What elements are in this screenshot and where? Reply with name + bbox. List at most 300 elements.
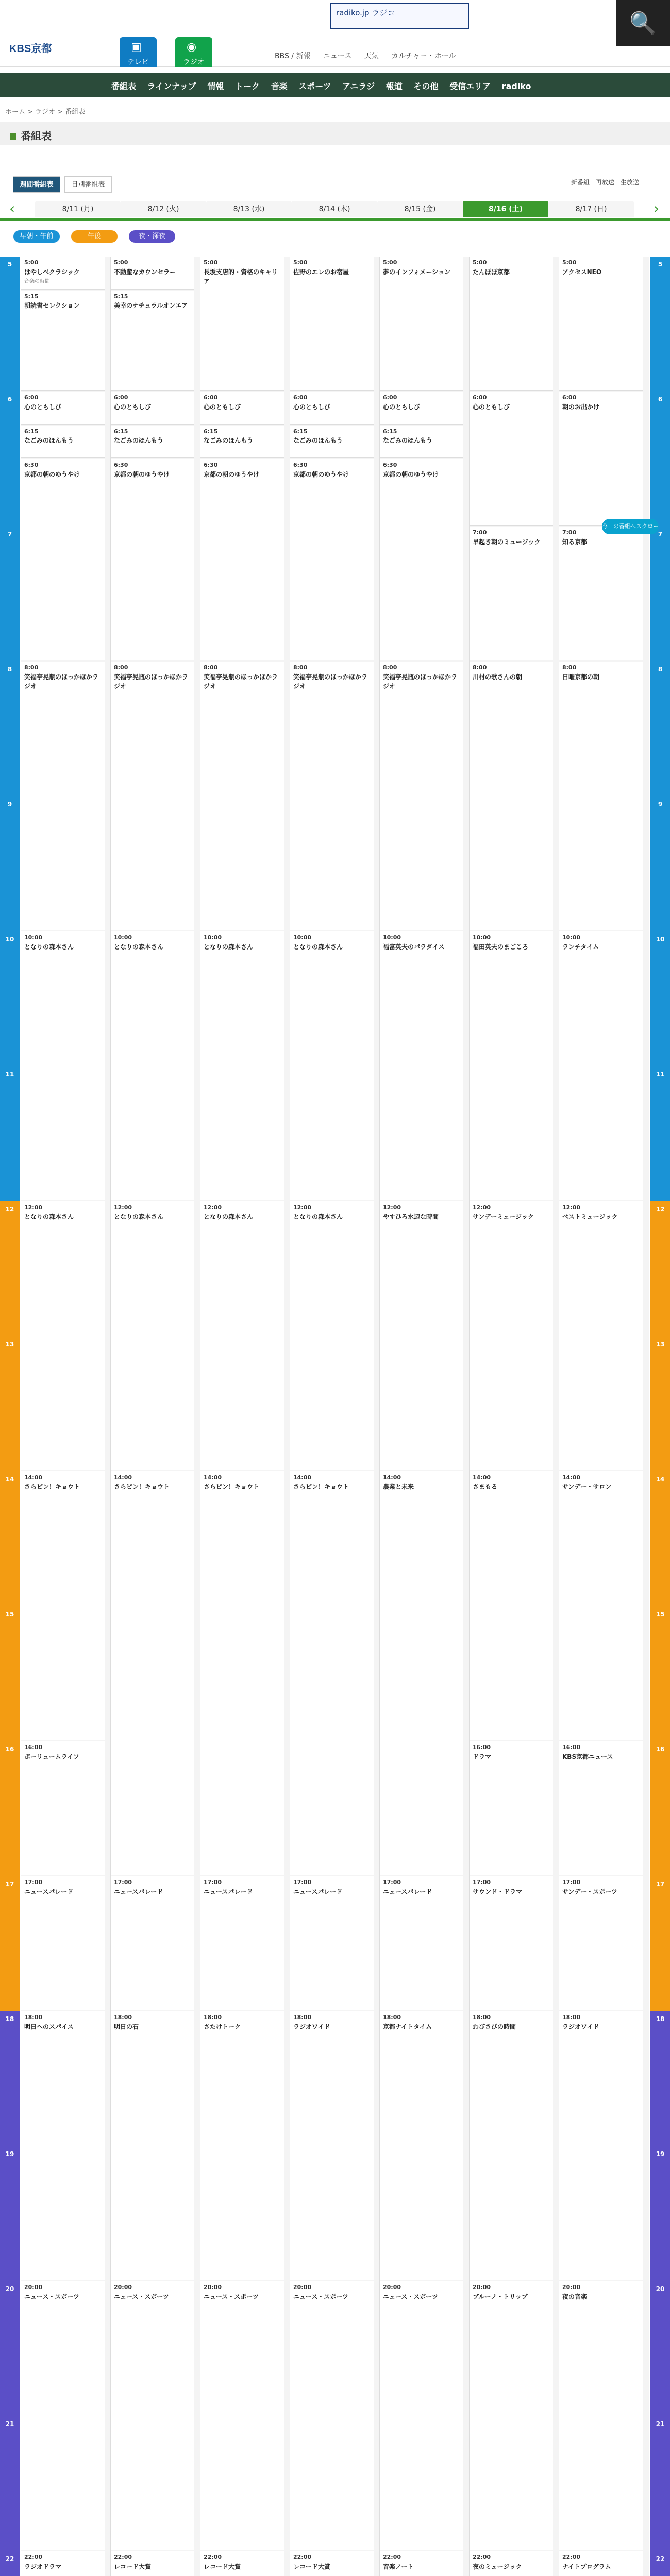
program-title: 笑福亭晃瓶のほっかほかラジオ	[204, 673, 278, 690]
hour-label: 20	[5, 2285, 14, 2293]
program-time: 17:00	[562, 1879, 581, 1886]
main-nav-item[interactable]: 情報	[207, 81, 224, 91]
tv-icon: ▣	[131, 41, 142, 54]
program-cell[interactable]	[200, 257, 284, 391]
program-cell[interactable]	[200, 931, 284, 1200]
program-time: 6:30	[114, 462, 128, 468]
hour-block	[0, 1606, 20, 1741]
hour-label: 16	[5, 1745, 14, 1753]
program-title: さらピン！キョウト	[114, 1483, 170, 1490]
program-cell[interactable]	[559, 2551, 643, 2576]
hour-block	[650, 1606, 670, 1741]
program-cell[interactable]	[290, 257, 374, 391]
program-time: 6:15	[383, 428, 397, 435]
program-title: 心のともしび	[293, 403, 331, 411]
program-time: 6:30	[24, 462, 39, 468]
main-nav-item[interactable]: radiko	[501, 81, 531, 91]
hour-block	[650, 392, 670, 527]
program-cell[interactable]	[111, 257, 194, 290]
hour-label: 6	[658, 396, 663, 403]
program-cell[interactable]	[200, 392, 284, 425]
main-nav-item[interactable]: 音楽	[271, 81, 288, 91]
hour-label: 7	[658, 531, 663, 538]
program-cell[interactable]	[21, 426, 105, 459]
program-time: 18:00	[204, 2014, 222, 2021]
program-time: 12:00	[114, 1204, 132, 1211]
program-cell[interactable]	[559, 1876, 643, 2010]
program-cell[interactable]	[470, 527, 553, 660]
program-time: 10:00	[114, 934, 132, 941]
program-cell[interactable]	[470, 392, 553, 526]
program-title: レコード大賞	[114, 2563, 152, 2570]
program-title: 夢のインフォメーション	[383, 268, 450, 276]
hour-label: 15	[5, 1611, 14, 1618]
program-cell[interactable]	[111, 931, 194, 1200]
program-title: ニュースパレード	[293, 1888, 343, 1895]
main-nav	[0, 73, 670, 97]
day-column	[200, 257, 284, 2576]
program-cell[interactable]	[111, 2011, 194, 2280]
program-cell[interactable]	[200, 1471, 284, 1875]
program-title: ニュースパレード	[114, 1888, 163, 1895]
program-time: 22:00	[24, 2554, 43, 2561]
tab-weekly[interactable]: 週間番組表	[13, 176, 60, 193]
hour-label: 19	[656, 2150, 665, 2158]
hour-block	[650, 931, 670, 1066]
program-time: 12:00	[562, 1204, 581, 1211]
program-cell[interactable]	[559, 2281, 643, 2550]
program-cell[interactable]	[290, 1471, 374, 1875]
program-title: 不動産なカウンセラー	[114, 268, 176, 276]
program-title: 心のともしび	[204, 403, 241, 411]
program-time: 6:15	[293, 428, 308, 435]
program-time: 12:00	[473, 1204, 491, 1211]
program-cell[interactable]	[380, 2011, 463, 2280]
hour-label: 9	[658, 801, 663, 808]
top-nav-item[interactable]: ニュース	[323, 52, 352, 60]
hour-block	[650, 1066, 670, 1201]
day-column	[559, 257, 643, 2576]
hour-label: 13	[656, 1341, 665, 1348]
program-cell[interactable]	[290, 662, 374, 930]
program-time: 5:00	[562, 259, 577, 266]
program-title: サンデー・サロン	[562, 1483, 612, 1490]
program-title: なごみのほんもう	[24, 437, 74, 444]
program-cell[interactable]	[111, 662, 194, 930]
hour-block	[0, 2416, 20, 2551]
program-time: 6:15	[114, 428, 128, 435]
program-title: 美幸のナチュラルオンエア	[114, 302, 188, 309]
program-title: となりの森本さん	[24, 1213, 74, 1221]
program-cell[interactable]	[111, 1876, 194, 2010]
program-cell[interactable]	[21, 1741, 105, 1875]
program-cell[interactable]	[470, 257, 553, 391]
hour-block	[0, 796, 20, 931]
program-title: ドラマ	[473, 1753, 492, 1760]
program-cell[interactable]	[111, 392, 194, 425]
hour-block	[0, 1741, 20, 1876]
program-time: 16:00	[24, 1744, 43, 1751]
program-cell[interactable]	[111, 1201, 194, 1470]
hour-label: 17	[656, 1880, 665, 1888]
program-time: 12:00	[204, 1204, 222, 1211]
program-title: サンデー・スポーツ	[562, 1888, 617, 1895]
program-cell[interactable]	[380, 931, 463, 1200]
program-grid	[21, 257, 649, 2576]
program-time: 6:00	[204, 394, 218, 401]
hour-label: 8	[658, 666, 663, 673]
program-title: レコード大賞	[293, 2563, 331, 2570]
program-time: 20:00	[24, 2284, 43, 2291]
program-cell[interactable]	[200, 2551, 284, 2576]
program-time: 17:00	[24, 1879, 43, 1886]
date-tab[interactable]: 8/14 (木)	[292, 201, 377, 217]
radio-tab[interactable]: ◉ ラジオ	[175, 37, 212, 67]
program-title: ブルーノ・トリップ	[473, 2293, 528, 2300]
program-time: 16:00	[562, 1744, 581, 1751]
top-nav-item[interactable]: BBS / 新報	[275, 52, 311, 60]
main-nav-item[interactable]: スポーツ	[298, 81, 331, 91]
program-cell[interactable]	[470, 2551, 553, 2576]
hour-block	[650, 2416, 670, 2551]
hour-block	[650, 2011, 670, 2146]
program-cell[interactable]	[470, 1471, 553, 1740]
program-cell[interactable]	[111, 459, 194, 660]
program-title: 笑福亭晃瓶のほっかほかラジオ	[114, 673, 189, 690]
program-time: 8:00	[204, 664, 218, 671]
date-tab[interactable]: 8/16 (土)	[463, 201, 548, 217]
site-logo[interactable]: KBS京都	[9, 43, 52, 55]
hour-block	[650, 1876, 670, 2011]
program-cell[interactable]	[380, 662, 463, 930]
program-time: 18:00	[293, 2014, 312, 2021]
hour-block	[650, 2146, 670, 2281]
hour-label: 18	[656, 2015, 665, 2023]
program-cell[interactable]	[380, 2281, 463, 2550]
program-time: 22:00	[473, 2554, 491, 2561]
program-title: 明日の石	[114, 2023, 139, 2030]
program-title: 京都の朝のゆうやけ	[204, 470, 260, 478]
radiko-ad[interactable]: radiko.jp ラジコ	[330, 3, 469, 29]
program-cell[interactable]	[290, 2011, 374, 2280]
program-cell[interactable]	[111, 1471, 194, 1875]
program-title: たんぽぽ京都	[473, 268, 510, 276]
program-title: 朝読書セレクション	[24, 302, 80, 309]
program-time: 7:00	[473, 529, 487, 536]
program-cell[interactable]	[559, 392, 643, 526]
time-afternoon-button[interactable]: 午後	[71, 230, 118, 243]
program-time: 20:00	[204, 2284, 222, 2291]
hour-label: 22	[5, 2555, 14, 2563]
hour-column-left	[0, 257, 20, 2576]
program-cell[interactable]	[21, 1471, 105, 1740]
hour-block	[0, 527, 20, 662]
day-column	[469, 257, 554, 2576]
program-cell[interactable]	[470, 1741, 553, 1875]
program-cell[interactable]	[380, 1201, 463, 1470]
hour-label: 10	[5, 936, 14, 943]
hour-label: 12	[656, 1206, 665, 1213]
program-time: 6:30	[383, 462, 397, 468]
program-cell[interactable]	[21, 931, 105, 1200]
program-title: 心のともしび	[383, 403, 421, 411]
time-night-button[interactable]: 夜・深夜	[129, 230, 175, 243]
day-column	[290, 257, 374, 2576]
program-cell[interactable]	[380, 1876, 463, 2010]
time-morning-button[interactable]: 早朝・午前	[13, 230, 60, 243]
program-cell[interactable]	[200, 1876, 284, 2010]
program-cell[interactable]	[21, 2281, 105, 2550]
hour-block	[650, 796, 670, 931]
program-title: さらピン！キョウト	[24, 1483, 80, 1490]
program-time: 20:00	[114, 2284, 132, 2291]
program-cell[interactable]	[470, 662, 553, 930]
program-title: 笑福亭晃瓶のほっかほかラジオ	[293, 673, 368, 690]
program-cell[interactable]	[380, 257, 463, 391]
hour-block	[650, 1336, 670, 1471]
program-title: 朝のお出かけ	[562, 403, 600, 411]
program-time: 14:00	[383, 1474, 401, 1481]
program-time: 5:00	[383, 259, 397, 266]
hour-label: 22	[656, 2555, 665, 2563]
program-time: 8:00	[114, 664, 128, 671]
program-title: ニュース・スポーツ	[293, 2293, 348, 2300]
program-title: ニュース・スポーツ	[114, 2293, 169, 2300]
program-title: KBS京都ニュース	[562, 1753, 613, 1760]
program-title: となりの森本さん	[114, 943, 164, 951]
program-cell[interactable]	[111, 2281, 194, 2550]
program-time: 8:00	[562, 664, 577, 671]
program-cell[interactable]	[290, 1876, 374, 2010]
program-time: 8:00	[473, 664, 487, 671]
program-cell[interactable]	[21, 257, 105, 290]
program-cell[interactable]	[111, 426, 194, 459]
next-week-icon[interactable]: ›	[654, 200, 660, 217]
date-tab[interactable]: 8/13 (水)	[206, 201, 292, 217]
program-title: 笑福亭晃瓶のほっかほかラジオ	[383, 673, 458, 690]
program-cell[interactable]	[21, 1876, 105, 2010]
day-column	[21, 257, 105, 2576]
hour-block	[0, 931, 20, 1066]
program-cell[interactable]	[21, 662, 105, 930]
hour-label: 19	[5, 2150, 14, 2158]
top-nav-item[interactable]: 天気	[364, 52, 379, 60]
hour-label: 7	[7, 531, 12, 538]
program-time: 6:00	[114, 394, 128, 401]
program-title: ベストミュージック	[562, 1213, 618, 1221]
program-title: 笑福亭晃瓶のほっかほかラジオ	[24, 673, 99, 690]
program-cell[interactable]	[380, 426, 463, 459]
program-title: さらピン！キョウト	[204, 1483, 260, 1490]
program-cell[interactable]	[21, 291, 105, 391]
program-title: ニュースパレード	[383, 1888, 432, 1895]
program-cell[interactable]	[21, 392, 105, 425]
legend-new-icon: 新番組	[571, 179, 590, 186]
program-cell[interactable]	[21, 1201, 105, 1470]
program-cell[interactable]	[380, 459, 463, 660]
program-title: 京都の朝のゆうやけ	[24, 470, 80, 478]
tv-tab[interactable]: ▣ テレビ	[120, 37, 157, 67]
hour-label: 9	[7, 801, 12, 808]
program-title: となりの森本さん	[204, 943, 254, 951]
program-time: 20:00	[473, 2284, 491, 2291]
program-cell[interactable]	[200, 2281, 284, 2550]
program-time: 18:00	[473, 2014, 491, 2021]
date-tab[interactable]: 8/11 (月)	[35, 201, 121, 217]
program-cell[interactable]	[380, 1471, 463, 1875]
program-time: 10:00	[293, 934, 312, 941]
main-nav-item[interactable]: ラインナップ	[147, 81, 196, 91]
program-time: 5:00	[473, 259, 487, 266]
program-time: 10:00	[383, 934, 401, 941]
program-title: ラジオワイド	[293, 2023, 330, 2030]
program-time: 6:15	[24, 428, 39, 435]
program-time: 17:00	[204, 1879, 222, 1886]
top-nav	[275, 50, 466, 61]
program-cell[interactable]	[200, 2011, 284, 2280]
program-title: ラジオドラマ	[24, 2563, 62, 2570]
program-cell[interactable]	[380, 392, 463, 425]
tab-daily[interactable]: 日別番組表	[64, 176, 112, 193]
program-time: 6:00	[473, 394, 487, 401]
hour-label: 20	[656, 2285, 665, 2293]
program-cell[interactable]	[559, 2011, 643, 2280]
program-cell[interactable]	[21, 2551, 105, 2576]
hour-block	[650, 1471, 670, 1606]
program-cell[interactable]	[559, 931, 643, 1200]
hour-label: 21	[656, 2420, 665, 2428]
program-time: 8:00	[383, 664, 397, 671]
main-nav-item[interactable]: 番組表	[111, 81, 137, 91]
main-nav-item[interactable]: トーク	[234, 81, 260, 91]
program-cell[interactable]	[200, 662, 284, 930]
program-cell[interactable]	[21, 459, 105, 660]
program-cell[interactable]	[290, 931, 374, 1200]
main-nav-item[interactable]: 報道	[386, 81, 403, 91]
program-time: 20:00	[383, 2284, 401, 2291]
program-time: 5:00	[24, 259, 39, 266]
program-time: 5:15	[24, 293, 39, 300]
program-cell[interactable]	[200, 1201, 284, 1470]
hour-block	[0, 2146, 20, 2281]
program-title: となりの森本さん	[293, 1213, 343, 1221]
program-title: さまもる	[473, 1483, 498, 1490]
program-title: 福富英夫のパラダイス	[383, 943, 445, 951]
program-cell[interactable]	[21, 2011, 105, 2280]
program-cell[interactable]	[111, 2551, 194, 2576]
program-time: 17:00	[293, 1879, 312, 1886]
program-time: 22:00	[383, 2554, 401, 2561]
search-button[interactable]	[616, 0, 670, 46]
main-nav-item[interactable]: 受信エリア	[449, 81, 491, 91]
program-title: ボーリュームライフ	[24, 1753, 79, 1760]
program-time: 12:00	[24, 1204, 43, 1211]
program-cell[interactable]	[290, 2551, 374, 2576]
program-title: なごみのほんもう	[204, 437, 254, 444]
program-cell[interactable]	[559, 662, 643, 930]
program-cell[interactable]	[559, 1201, 643, 1470]
scroll-today-button[interactable]: 今日の番組へスクロール	[602, 519, 659, 534]
hour-label: 17	[5, 1880, 14, 1888]
hour-block	[0, 392, 20, 527]
program-cell[interactable]	[380, 2551, 463, 2576]
program-cell[interactable]	[470, 931, 553, 1200]
sub-tabs	[13, 176, 114, 193]
program-cell[interactable]	[470, 2011, 553, 2280]
program-title: レコード大賞	[204, 2563, 241, 2570]
hour-block	[0, 1066, 20, 1201]
program-cell[interactable]	[290, 392, 374, 425]
program-time: 5:15	[114, 293, 128, 300]
program-time: 22:00	[114, 2554, 132, 2561]
program-title: アクセスNEO	[562, 268, 602, 276]
program-time: 22:00	[562, 2554, 581, 2561]
program-time: 10:00	[24, 934, 43, 941]
program-time: 14:00	[114, 1474, 132, 1481]
program-time: 16:00	[473, 1744, 491, 1751]
hour-block	[0, 257, 20, 392]
hour-label: 8	[7, 666, 12, 673]
program-title: 京都の朝のゆうやけ	[293, 470, 349, 478]
hour-block	[650, 1741, 670, 1876]
hour-block	[650, 662, 670, 796]
program-time: 7:00	[562, 529, 577, 536]
hour-label: 18	[5, 2015, 14, 2023]
prev-week-icon[interactable]: ‹	[9, 200, 15, 217]
date-tab[interactable]: 8/12 (火)	[121, 201, 206, 217]
program-cell[interactable]	[290, 426, 374, 459]
program-time: 22:00	[293, 2554, 312, 2561]
program-cell[interactable]	[200, 426, 284, 459]
program-time: 10:00	[204, 934, 222, 941]
program-cell[interactable]	[559, 1471, 643, 1740]
program-cell[interactable]	[470, 2281, 553, 2550]
program-cell[interactable]	[111, 291, 194, 391]
legend-live-icon: 生放送	[620, 179, 639, 186]
hour-label: 6	[7, 396, 12, 403]
program-cell[interactable]	[200, 459, 284, 660]
program-time: 5:00	[293, 259, 308, 266]
program-title: さらピン！キョウト	[293, 1483, 349, 1490]
program-cell[interactable]	[290, 2281, 374, 2550]
program-cell[interactable]	[559, 1741, 643, 1875]
main-nav-item[interactable]: その他	[413, 81, 439, 91]
page-title: 番組表	[0, 122, 670, 145]
breadcrumb[interactable]: ホーム > ラジオ > 番組表	[5, 108, 86, 116]
program-time: 6:00	[562, 394, 577, 401]
top-nav-item[interactable]: カルチャー・ホール	[391, 52, 456, 60]
radio-icon: ◉	[187, 41, 197, 54]
program-cell[interactable]	[290, 459, 374, 660]
program-title: ランチタイム	[562, 943, 599, 951]
program-cell[interactable]	[290, 1201, 374, 1470]
program-cell[interactable]	[470, 1876, 553, 2010]
main-nav-item[interactable]: アニラジ	[342, 81, 375, 91]
date-tab[interactable]: 8/17 (日)	[548, 201, 634, 217]
program-title: 京都ナイトタイム	[383, 2023, 432, 2030]
program-title: 京都の朝のゆうやけ	[114, 470, 170, 478]
program-title: 佐野のエレのお宿屋	[293, 268, 349, 276]
program-title: 日曜京都の朝	[562, 673, 600, 681]
program-cell[interactable]	[470, 1201, 553, 1470]
program-time: 8:00	[24, 664, 39, 671]
program-title: 心のともしび	[24, 403, 62, 411]
hour-block	[0, 1201, 20, 1336]
program-cell[interactable]	[559, 257, 643, 391]
program-time: 20:00	[562, 2284, 581, 2291]
program-title: わびさびの時間	[473, 2023, 516, 2030]
date-tab[interactable]: 8/15 (金)	[377, 201, 463, 217]
